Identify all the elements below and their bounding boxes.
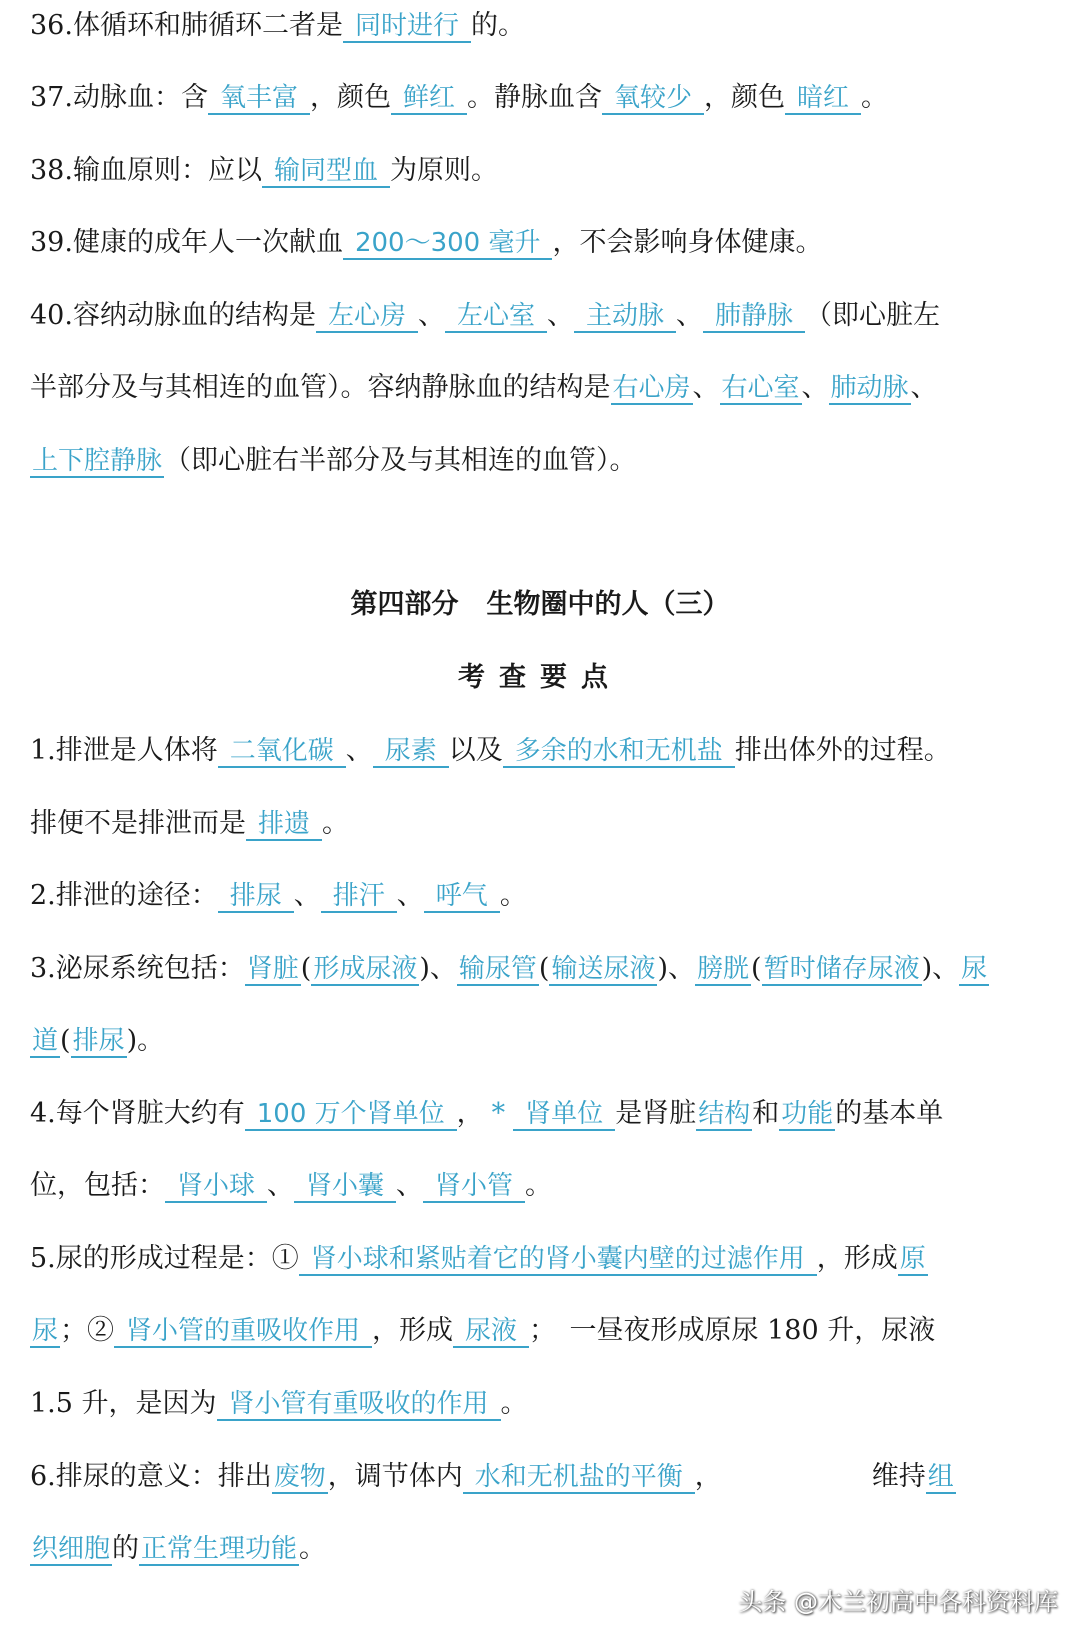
text: 。静脉血含 [466,82,602,113]
text: 6.排尿的意义：排出 [30,1461,272,1492]
point-5-line-2 [30,1311,1060,1351]
text: ，形成 [816,1243,898,1274]
answer-blank: 呼气 [424,881,500,913]
text: 半部分及与其相连的血管）。容纳静脉血的结构是 [30,372,611,403]
answer-blank: 废物 [273,1462,326,1492]
answer-blank: 尿 [961,954,988,984]
text: 维持 [871,1461,926,1492]
text: 、 [801,372,829,403]
text: ，颜色 [704,82,785,113]
text: 40.容纳动脉血的结构是 [30,300,316,331]
text: ， [456,1098,484,1129]
text: 。 [861,82,889,113]
answer-blank: 结构 [698,1099,751,1129]
text: 、 [396,1170,424,1201]
text: ； 一昼夜形成原尿 180 升，尿液 [529,1315,936,1346]
text: 38.输血原则：应以 [30,155,262,186]
answer-blank: 功能 [781,1099,834,1129]
section-title-name: 生物圈中的人（三） [486,589,730,620]
answer-blank: 排尿 [218,881,294,913]
text: 36.体循环和肺循环二者是 [30,10,343,41]
text: 、 [396,880,424,911]
point-3-line-2 [30,1021,1060,1061]
answer-blank: 尿 [32,1316,59,1346]
text: 、 [910,372,938,403]
text: 5.尿的形成过程是：① [30,1243,299,1274]
item-40-line-3 [30,441,1060,481]
text: 。 [525,1170,553,1201]
answer-blank: 鲜红 [391,83,467,115]
answer-blank: 二氧化碳 [218,736,346,768]
answer-blank: 肾小囊 [294,1171,396,1203]
text: 、 [345,735,373,766]
text: ( [300,953,312,984]
point-3 [30,949,1060,989]
answer-blank: 多余的水和无机盐 [503,736,735,768]
text: 的。 [470,10,525,41]
answer-blank: 膀胱 [697,954,750,984]
answer-blank: 上下腔静脉 [32,446,163,476]
watermark: 头条 @木兰初高中各科资料库 [738,1588,1058,1616]
answer-blank: 肾单位 [513,1099,615,1131]
text: 位，包括： [30,1170,165,1201]
answer-blank: 肾小球和紧贴着它的肾小囊内壁的过滤作用 [299,1244,817,1276]
answer-blank: 水和无机盐的平衡 [463,1462,695,1494]
answer-blank: 排遗 [246,809,322,841]
answer-blank: 肾小管的重吸收作用 [114,1316,372,1348]
answer-blank: 尿素 [373,736,449,768]
text: 排出体外的过程。 [734,735,951,766]
text: )、 [921,953,960,984]
answer-blank: 输尿管 [458,954,537,984]
answer-blank: 200～300 毫升 [343,228,553,260]
text: ，调节体内 [327,1461,463,1492]
text: 、 [293,880,321,911]
point-2 [30,876,1060,916]
answer-blank: 主动脉 [574,301,676,333]
answer-blank: 右心室 [721,373,800,403]
text: （即心脏左 [805,300,941,331]
section-subtitle: 考查要点 [458,662,622,693]
point-5 [30,1239,1060,1279]
item-40 [30,296,1060,336]
text: 、 [546,300,574,331]
point-1 [30,731,1060,771]
answer-blank: 尿液 [453,1316,529,1348]
section-title [0,585,1080,625]
answer-blank: 左心房 [316,301,418,333]
point-6-line-2 [30,1529,1060,1569]
answer-blank: 织细胞 [32,1534,111,1564]
text: 为原则。 [389,155,498,186]
answer-blank: 输同型血 [262,156,390,188]
answer-blank: 暗红 [785,83,861,115]
text: 以及 [448,735,503,766]
item-37 [30,78,1060,118]
text: 。 [322,808,350,839]
answer-blank: 暂时储存尿液 [763,954,920,984]
text: ( [60,1025,71,1056]
answer-blank: 氧较少 [602,83,704,115]
point-1-line-2 [30,804,1060,844]
text: )、 [657,953,696,984]
item-39 [30,223,1060,263]
text: 。 [499,880,527,911]
text: ；② [60,1315,115,1346]
text: ，颜色 [309,82,391,113]
text: 是肾脏 [615,1098,697,1129]
answer-blank: 原 [899,1244,926,1274]
text: 排便不是排泄而是 [30,808,246,839]
item-38 [30,151,1060,191]
text: ，不会影响身体健康。 [552,227,823,258]
answer-blank: 肾小管 [423,1171,525,1203]
answer-blank: 排汗 [321,881,397,913]
text: )。 [126,1025,165,1056]
answer-blank: 排尿 [72,1026,125,1056]
answer-blank: 道 [32,1026,59,1056]
star-mark: * [491,1098,506,1129]
text: ( [751,953,762,984]
answer-blank: 同时进行 [343,11,471,43]
answer-blank: 左心室 [445,301,547,333]
text: ，形成 [372,1315,454,1346]
answer-blank: 100 万个肾单位 [245,1099,457,1131]
item-40-line-2 [30,368,1060,408]
answer-blank: 形成尿液 [313,954,418,984]
text: 3.泌尿系统包括： [30,953,245,984]
text: 1.排泄是人体将 [30,735,218,766]
text: 2.排泄的途径： [30,880,218,911]
text: 1.5 升，是因为 [30,1388,217,1419]
section-title-part: 第四部分 [350,589,459,620]
answer-blank: 输送尿液 [551,954,656,984]
answer-blank: 氧丰富 [208,83,310,115]
text: 39.健康的成年人一次献血 [30,227,343,258]
text: 、 [417,300,445,331]
text: 4.每个肾脏大约有 [30,1098,245,1129]
text: （即心脏右半部分及与其相连的血管）。 [164,445,637,476]
item-36 [30,6,1060,46]
text: 。 [500,1388,528,1419]
point-6 [30,1457,1060,1497]
answer-blank: 肺静脉 [703,301,805,333]
text: 的 [112,1533,140,1564]
text: ， [694,1461,722,1492]
text: 。 [299,1533,327,1564]
point-4 [30,1094,1060,1134]
text: 、 [267,1170,295,1201]
answer-blank: 肾脏 [246,954,299,984]
point-4-line-2 [30,1166,1060,1206]
answer-blank: 肺动脉 [830,373,909,403]
answer-blank: 肾小球 [165,1171,267,1203]
answer-blank: 组 [927,1462,954,1492]
answer-blank: 肾小管有重吸收的作用 [217,1389,501,1421]
text: 、 [676,300,703,331]
text: )、 [419,953,457,984]
point-5-line-3 [30,1384,1060,1424]
text: 、 [692,372,720,403]
text: ( [538,953,550,984]
answer-blank: 右心房 [612,373,691,403]
text: 37.动脉血：含 [30,82,208,113]
text: 的基本单 [835,1098,944,1129]
answer-blank: 正常生理功能 [141,1534,298,1564]
text: 和 [752,1098,780,1129]
